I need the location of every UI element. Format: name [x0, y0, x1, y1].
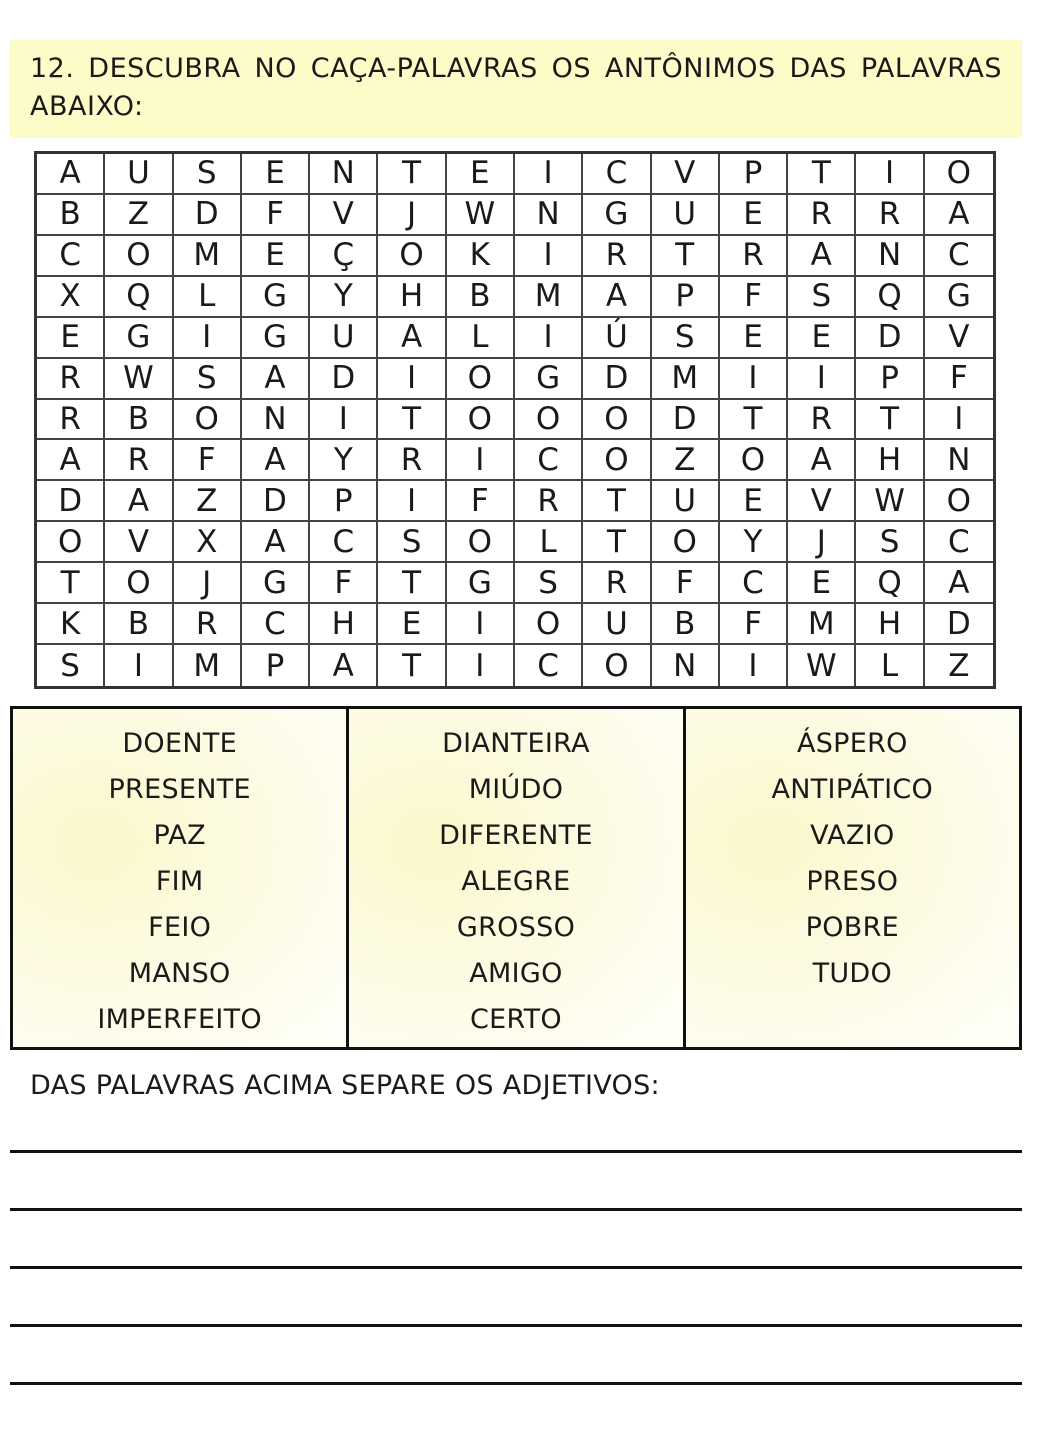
grid-letter: A — [105, 481, 173, 522]
grid-letter: E — [378, 604, 446, 645]
grid-letter: F — [174, 440, 242, 481]
grid-letter: M — [652, 359, 720, 400]
grid-letter: M — [174, 236, 242, 277]
grid-letter: P — [856, 359, 924, 400]
grid-letter: A — [242, 359, 310, 400]
grid-letter: I — [515, 154, 583, 195]
grid-letter: R — [788, 400, 856, 441]
grid-letter: D — [856, 318, 924, 359]
grid-letter: L — [174, 277, 242, 318]
grid-letter: O — [447, 522, 515, 563]
grid-letter: C — [925, 522, 993, 563]
grid-letter: I — [378, 481, 446, 522]
grid-letter: N — [925, 440, 993, 481]
grid-letter: B — [37, 195, 105, 236]
grid-letter: T — [378, 645, 446, 686]
grid-letter: F — [720, 277, 788, 318]
grid-letter: W — [447, 195, 515, 236]
grid-letter: O — [720, 440, 788, 481]
grid-letter: T — [583, 481, 651, 522]
grid-letter: V — [788, 481, 856, 522]
grid-letter: Q — [856, 563, 924, 604]
grid-letter: U — [652, 481, 720, 522]
grid-letter: R — [720, 236, 788, 277]
grid-letter: O — [37, 522, 105, 563]
word-item: DIFERENTE — [439, 820, 593, 851]
word-item: GROSSO — [456, 912, 576, 943]
grid-letter: G — [242, 318, 310, 359]
grid-letter: T — [378, 400, 446, 441]
grid-letter: R — [583, 236, 651, 277]
grid-letter: F — [720, 604, 788, 645]
word-item: CERTO — [470, 1004, 562, 1035]
grid-letter: P — [652, 277, 720, 318]
grid-letter: J — [788, 522, 856, 563]
grid-letter: E — [37, 318, 105, 359]
adjectives-question: DAS PALAVRAS ACIMA SEPARE OS ADJETIVOS: — [30, 1070, 660, 1101]
grid-letter: N — [856, 236, 924, 277]
grid-letter: M — [174, 645, 242, 686]
grid-letter: B — [105, 400, 173, 441]
grid-letter: T — [788, 154, 856, 195]
grid-letter: D — [37, 481, 105, 522]
grid-letter: C — [310, 522, 378, 563]
word-item: PRESO — [806, 866, 899, 897]
grid-letter: O — [515, 400, 583, 441]
grid-letter: S — [174, 359, 242, 400]
exercise-instruction: 12. DESCUBRA NO CAÇA-PALAVRAS OS ANTÔNIMOS DAS PALAVRAS ABAIXO: — [10, 40, 1022, 138]
grid-letter: S — [515, 563, 583, 604]
grid-letter: A — [925, 195, 993, 236]
word-item: ÁSPERO — [796, 728, 908, 759]
grid-letter: I — [174, 318, 242, 359]
grid-letter: K — [37, 604, 105, 645]
grid-letter: Y — [310, 277, 378, 318]
grid-letter: U — [310, 318, 378, 359]
grid-letter: F — [925, 359, 993, 400]
grid-letter: O — [447, 400, 515, 441]
grid-letter: G — [583, 195, 651, 236]
grid-letter: V — [310, 195, 378, 236]
grid-letter: E — [242, 154, 310, 195]
grid-letter: I — [925, 400, 993, 441]
grid-letter: S — [652, 318, 720, 359]
grid-letter: C — [720, 563, 788, 604]
word-item: AMIGO — [469, 958, 563, 989]
word-item: FEIO — [148, 912, 212, 943]
grid-letter: I — [720, 645, 788, 686]
grid-letter: O — [583, 440, 651, 481]
grid-letter: R — [583, 563, 651, 604]
grid-letter: O — [105, 563, 173, 604]
grid-letter: O — [583, 645, 651, 686]
grid-letter: E — [242, 236, 310, 277]
grid-letter: S — [378, 522, 446, 563]
grid-letter: G — [515, 359, 583, 400]
grid-letter: G — [925, 277, 993, 318]
grid-letter: G — [242, 563, 310, 604]
word-item: ANTIPÁTICO — [771, 774, 934, 805]
grid-letter: R — [105, 440, 173, 481]
grid-letter: A — [310, 645, 378, 686]
grid-letter: U — [105, 154, 173, 195]
grid-letter: A — [583, 277, 651, 318]
grid-letter: Q — [856, 277, 924, 318]
grid-letter: X — [174, 522, 242, 563]
grid-letter: U — [583, 604, 651, 645]
grid-letter: W — [856, 481, 924, 522]
word-item: TUDO — [812, 958, 893, 989]
word-item: DOENTE — [122, 728, 237, 759]
grid-letter: A — [788, 236, 856, 277]
grid-letter: Z — [105, 195, 173, 236]
grid-letter: O — [515, 604, 583, 645]
grid-letter: O — [925, 154, 993, 195]
grid-letter: X — [37, 277, 105, 318]
grid-letter: D — [925, 604, 993, 645]
grid-letter: S — [788, 277, 856, 318]
grid-letter: N — [652, 645, 720, 686]
grid-letter: A — [37, 154, 105, 195]
grid-letter: J — [174, 563, 242, 604]
grid-letter: G — [105, 318, 173, 359]
grid-letter: A — [242, 522, 310, 563]
grid-letter: C — [242, 604, 310, 645]
grid-letter: W — [105, 359, 173, 400]
grid-letter: E — [788, 563, 856, 604]
grid-letter: K — [447, 236, 515, 277]
grid-letter: B — [652, 604, 720, 645]
word-column — [683, 709, 1019, 1047]
grid-letter: D — [652, 400, 720, 441]
grid-letter: Q — [105, 277, 173, 318]
grid-letter: Y — [720, 522, 788, 563]
grid-letter: E — [720, 195, 788, 236]
grid-letter: M — [515, 277, 583, 318]
grid-letter: I — [105, 645, 173, 686]
grid-letter: T — [378, 563, 446, 604]
grid-letter: H — [856, 440, 924, 481]
grid-letter: R — [37, 359, 105, 400]
word-item: MIÚDO — [468, 774, 564, 805]
word-item: PAZ — [153, 820, 206, 851]
grid-letter: R — [856, 195, 924, 236]
grid-letter: O — [925, 481, 993, 522]
grid-letter: T — [378, 154, 446, 195]
grid-letter: S — [856, 522, 924, 563]
grid-letter: W — [788, 645, 856, 686]
grid-letter: I — [378, 359, 446, 400]
grid-letter: E — [447, 154, 515, 195]
grid-letter: I — [447, 440, 515, 481]
grid-letter: C — [583, 154, 651, 195]
grid-letter: E — [720, 481, 788, 522]
grid-letter: I — [515, 318, 583, 359]
grid-letter: A — [37, 440, 105, 481]
grid-letter: T — [583, 522, 651, 563]
word-item: FIM — [155, 866, 204, 897]
grid-letter: E — [788, 318, 856, 359]
grid-letter: O — [652, 522, 720, 563]
answer-line[interactable] — [10, 1208, 1022, 1211]
grid-letter: Y — [310, 440, 378, 481]
grid-letter: P — [720, 154, 788, 195]
grid-letter: I — [856, 154, 924, 195]
answer-line[interactable] — [10, 1382, 1022, 1385]
word-item: IMPERFEITO — [97, 1004, 262, 1035]
grid-letter: F — [652, 563, 720, 604]
grid-letter: B — [447, 277, 515, 318]
grid-letter: R — [788, 195, 856, 236]
grid-letter: S — [37, 645, 105, 686]
grid-letter: L — [447, 318, 515, 359]
grid-letter: C — [515, 645, 583, 686]
word-column — [346, 709, 682, 1047]
grid-letter: Ç — [310, 236, 378, 277]
grid-letter: R — [515, 481, 583, 522]
grid-letter: I — [310, 400, 378, 441]
answer-line[interactable] — [10, 1324, 1022, 1327]
grid-letter: M — [788, 604, 856, 645]
grid-letter: V — [652, 154, 720, 195]
grid-letter: E — [720, 318, 788, 359]
grid-letter: Z — [174, 481, 242, 522]
grid-letter: J — [378, 195, 446, 236]
grid-letter: D — [242, 481, 310, 522]
grid-letter: I — [788, 359, 856, 400]
grid-letter: C — [37, 236, 105, 277]
grid-letter: B — [105, 604, 173, 645]
grid-letter: I — [447, 645, 515, 686]
grid-letter: O — [174, 400, 242, 441]
grid-letter: I — [447, 604, 515, 645]
grid-letter: V — [105, 522, 173, 563]
grid-letter: T — [720, 400, 788, 441]
grid-letter: F — [310, 563, 378, 604]
grid-letter: N — [515, 195, 583, 236]
grid-letter: C — [925, 236, 993, 277]
word-item: MANSO — [128, 958, 231, 989]
word-item: ALEGRE — [461, 866, 571, 897]
grid-letter: S — [174, 154, 242, 195]
grid-letter: L — [515, 522, 583, 563]
grid-letter: D — [583, 359, 651, 400]
word-item: POBRE — [805, 912, 900, 943]
word-column — [13, 709, 346, 1047]
grid-letter: T — [37, 563, 105, 604]
grid-letter: Z — [652, 440, 720, 481]
grid-letter: V — [925, 318, 993, 359]
word-list-table — [10, 706, 1022, 1050]
grid-letter: A — [378, 318, 446, 359]
grid-letter: T — [652, 236, 720, 277]
answer-line[interactable] — [10, 1150, 1022, 1153]
grid-letter: T — [856, 400, 924, 441]
grid-letter: A — [925, 563, 993, 604]
grid-letter: U — [652, 195, 720, 236]
grid-letter: I — [720, 359, 788, 400]
grid-letter: O — [583, 400, 651, 441]
grid-letter: D — [310, 359, 378, 400]
word-item: VAZIO — [810, 820, 895, 851]
grid-letter: P — [242, 645, 310, 686]
grid-letter: R — [174, 604, 242, 645]
answer-line[interactable] — [10, 1266, 1022, 1269]
grid-letter: P — [310, 481, 378, 522]
grid-letter: F — [447, 481, 515, 522]
grid-letter: H — [856, 604, 924, 645]
grid-letter: G — [242, 277, 310, 318]
grid-letter: G — [447, 563, 515, 604]
grid-letter: A — [788, 440, 856, 481]
grid-letter: A — [242, 440, 310, 481]
grid-letter: N — [310, 154, 378, 195]
grid-letter: R — [37, 400, 105, 441]
grid-letter: C — [515, 440, 583, 481]
grid-letter: Z — [948, 647, 970, 684]
grid-letter: D — [174, 195, 242, 236]
grid-letter: O — [447, 359, 515, 400]
grid-letter: R — [378, 440, 446, 481]
word-search-grid — [34, 151, 996, 689]
word-item: DIANTEIRA — [442, 728, 590, 759]
grid-letter: F — [242, 195, 310, 236]
grid-letter: O — [105, 236, 173, 277]
word-item: PRESENTE — [108, 774, 251, 805]
grid-letter: H — [310, 604, 378, 645]
grid-letter: N — [242, 400, 310, 441]
grid-letter: Ú — [583, 318, 651, 359]
grid-letter: H — [378, 277, 446, 318]
grid-letter: O — [378, 236, 446, 277]
grid-letter: I — [515, 236, 583, 277]
grid-letter: L — [856, 645, 924, 686]
